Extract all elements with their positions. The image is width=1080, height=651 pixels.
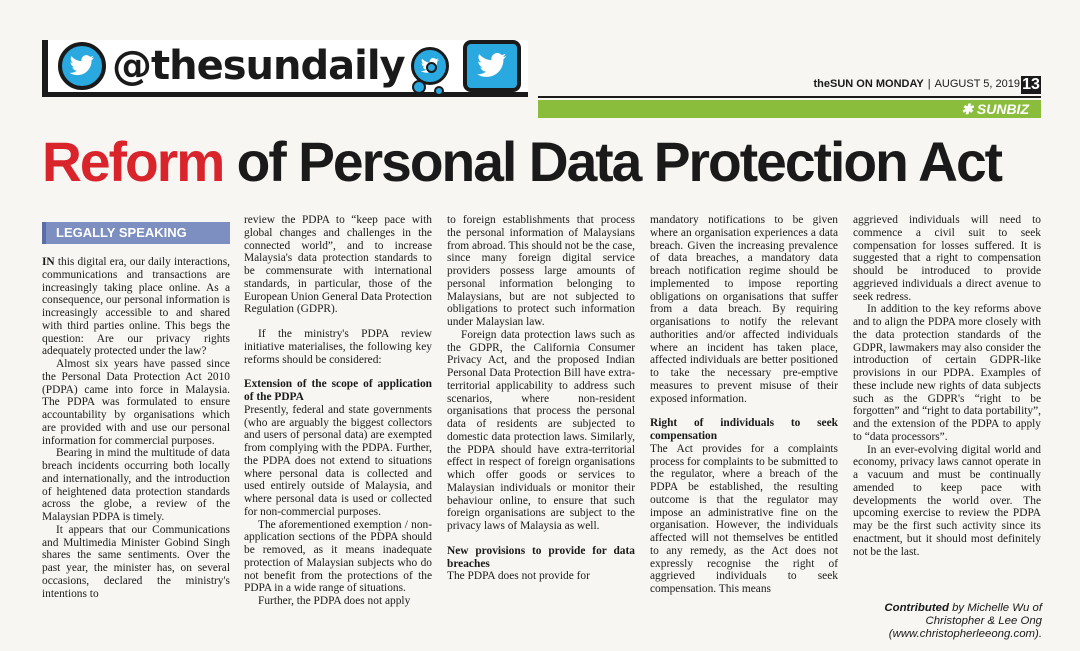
paragraph: Presently, federal and state governments (who are arguably the biggest collectors and users of personal data) are exempted from complying with the PDPA. Further, the PDPA does not extend to situations where personal data is collected and used entirely outside of Malaysia, and where personal data is used or collected for non-commercial purposes. xyxy=(244,403,432,518)
credit-line-1: by Michelle Wu of xyxy=(948,602,1042,614)
twitter-handle: @thesundaily xyxy=(112,43,405,89)
paragraph: review the PDPA to “keep pace with global changes and challenges in the connected world”, and to increase Malaysia's data protection standards to be commensurate with international standards, in particular, those of the European Union General Data Protection Regulation (GDPR). xyxy=(244,214,432,316)
article-column-1 xyxy=(42,256,230,600)
paragraph: The PDPA does not provide for xyxy=(447,570,590,583)
subheading: Right of individuals to seek compensation xyxy=(650,417,838,442)
headline-rest: of Personal Data Protection Act xyxy=(223,130,1002,193)
subheading: New provisions to provide for data breaches xyxy=(447,544,635,570)
page-number: 13 xyxy=(1022,76,1040,93)
credit-line-2: Christopher & Lee Ong xyxy=(925,615,1042,627)
paragraph: In an ever-evolving digital world and economy, privacy laws cannot operate in a vacuum and must be continually amended to keep pace with developments the world over. The upcoming exercise to review the PDPA may be the first such activity since its enactment, but it should most definitely not be the last. xyxy=(853,443,1041,558)
credit-label: Contributed xyxy=(884,602,949,614)
paragraph: The Act provides for a complaints process for complaints to be submitted to the regulator, where a breach of the PDPA be established, the resulting outcome is that the regulator may impose an administrative fine on the organisation. However, the individuals affected will not themselves be entitled to any remedy, as the Act does not expressly recognise the right of aggrieved individuals to seek compensation. This means xyxy=(650,442,838,595)
article-column-3 xyxy=(447,214,635,583)
article-column-5 xyxy=(853,214,1041,558)
section-label: ✱ SUNBIZ xyxy=(538,100,1041,118)
article-headline xyxy=(42,130,1001,194)
headline-red-word: Reform xyxy=(42,130,224,193)
twitter-bird-icon xyxy=(58,42,106,90)
paragraph: aggrieved individuals will need to commence a civil suit to seek compensation for losses suffered. It is suggested that a right to compensation should be introduced to provide aggrieved individuals a direct avenue to seek redress. xyxy=(853,214,1041,303)
publication-name: theSUN ON MONDAY xyxy=(813,78,924,90)
paragraph: Bearing in mind the multitude of data breach incidents occurring both locally and internationally, and the introduction of heightened data protection standards across the globe, a review of the Malaysian PDPA is timely. xyxy=(42,447,230,523)
credit-line-3: (www.christopherleeong.com). xyxy=(888,628,1042,640)
twitter-banner xyxy=(42,40,528,97)
masthead-rule xyxy=(538,96,1041,98)
paragraph: IN this digital era, our daily interactions, communications and transactions are increasingly taking place online. As a consequence, our personal information is increasingly accessible to and shared with third parties online. This begs the question: Are our privacy rights adequately protected under the law? xyxy=(42,256,230,358)
paragraph: It appears that our Communications and Multimedia Minister Gobind Singh shares the same sentiments. Over the past year, the minister has, on several occasions, declared the ministry's intentions to xyxy=(42,523,230,600)
contributor-credit xyxy=(850,602,1042,641)
paragraph: The aforementioned exemption / non-application sections of the PDPA should be removed, as it means inadequate protection of Malaysian subjects who do not benefit from the protections of the PDPA in a wide range of situations. xyxy=(244,518,432,595)
paragraph: Almost six years have passed since the Personal Data Protection Act 2010 (PDPA) came into force in Malaysia. The PDPA was formulated to ensure accountability by organisations which are provided with and use our personal information for commercial purposes. xyxy=(42,358,230,447)
paragraph: In addition to the key reforms above and to align the PDPA more closely with the data protection standards of the GDPR, lawmakers may also consider the introduction of certain GDPR-like provisions in our PDPA. Examples of these include new rights of data subjects such as the GDPR's “right to be forgotten” and “right to data portability”, and the extension of the PDPA to apply to “data processors”. xyxy=(853,303,1041,443)
paragraph: Further, the PDPA does not apply xyxy=(258,595,411,607)
subheading: Extension of the scope of application of the PDPA xyxy=(244,378,432,403)
article-column-4 xyxy=(650,214,838,596)
issue-date: AUGUST 5, 2019 xyxy=(934,78,1020,90)
masthead xyxy=(814,78,1020,90)
article-column-2 xyxy=(244,214,432,608)
paragraph: to foreign establishments that process the personal information of Malaysians from abroad. This should not be the case, since many foreign digital service providers possess large amounts of personal information belonging to Malaysians, but are not subjected to obligations to protect such information under Malaysian law. xyxy=(447,214,636,328)
paragraph: mandatory notifications to be given where an organisation experiences a data breach. Given the increasing prevalence of data breaches, a mandatory data breach notification regime should be implemented to impose reporting obligations on organisations that suffer from a data breach. By requiring organisations to notify the relevant authorities and/or affected individuals where an incident has taken place, affected individuals are better positioned to take the necessary pre-emptive measures to prevent misuse of their exposed information. xyxy=(650,214,838,405)
paragraph: Foreign data protection laws such as the GDPR, the California Consumer Privacy Act, and the proposed Indian Personal Data Protection Bill have extra-territorial applicability to address such scenarios, where non-resident organisations that process the personal data of residents are subjected to domestic data protection laws. Similarly, the PDPA should have extra-territorial effect in respect of foreign organisations which offer goods or services to Malaysian individuals or monitor their behaviour online, to ensure that such foreign organisations are subject to the privacy laws of Malaysia as well. xyxy=(447,328,635,532)
drop-lead: IN xyxy=(42,256,55,268)
masthead-divider: | xyxy=(927,78,931,90)
paragraph: If the ministry's PDPA review initiative materialises, the following key reforms should be considered: xyxy=(244,328,432,366)
twitter-logo-icon xyxy=(463,40,521,92)
column-tag: LEGALLY SPEAKING xyxy=(42,222,230,244)
